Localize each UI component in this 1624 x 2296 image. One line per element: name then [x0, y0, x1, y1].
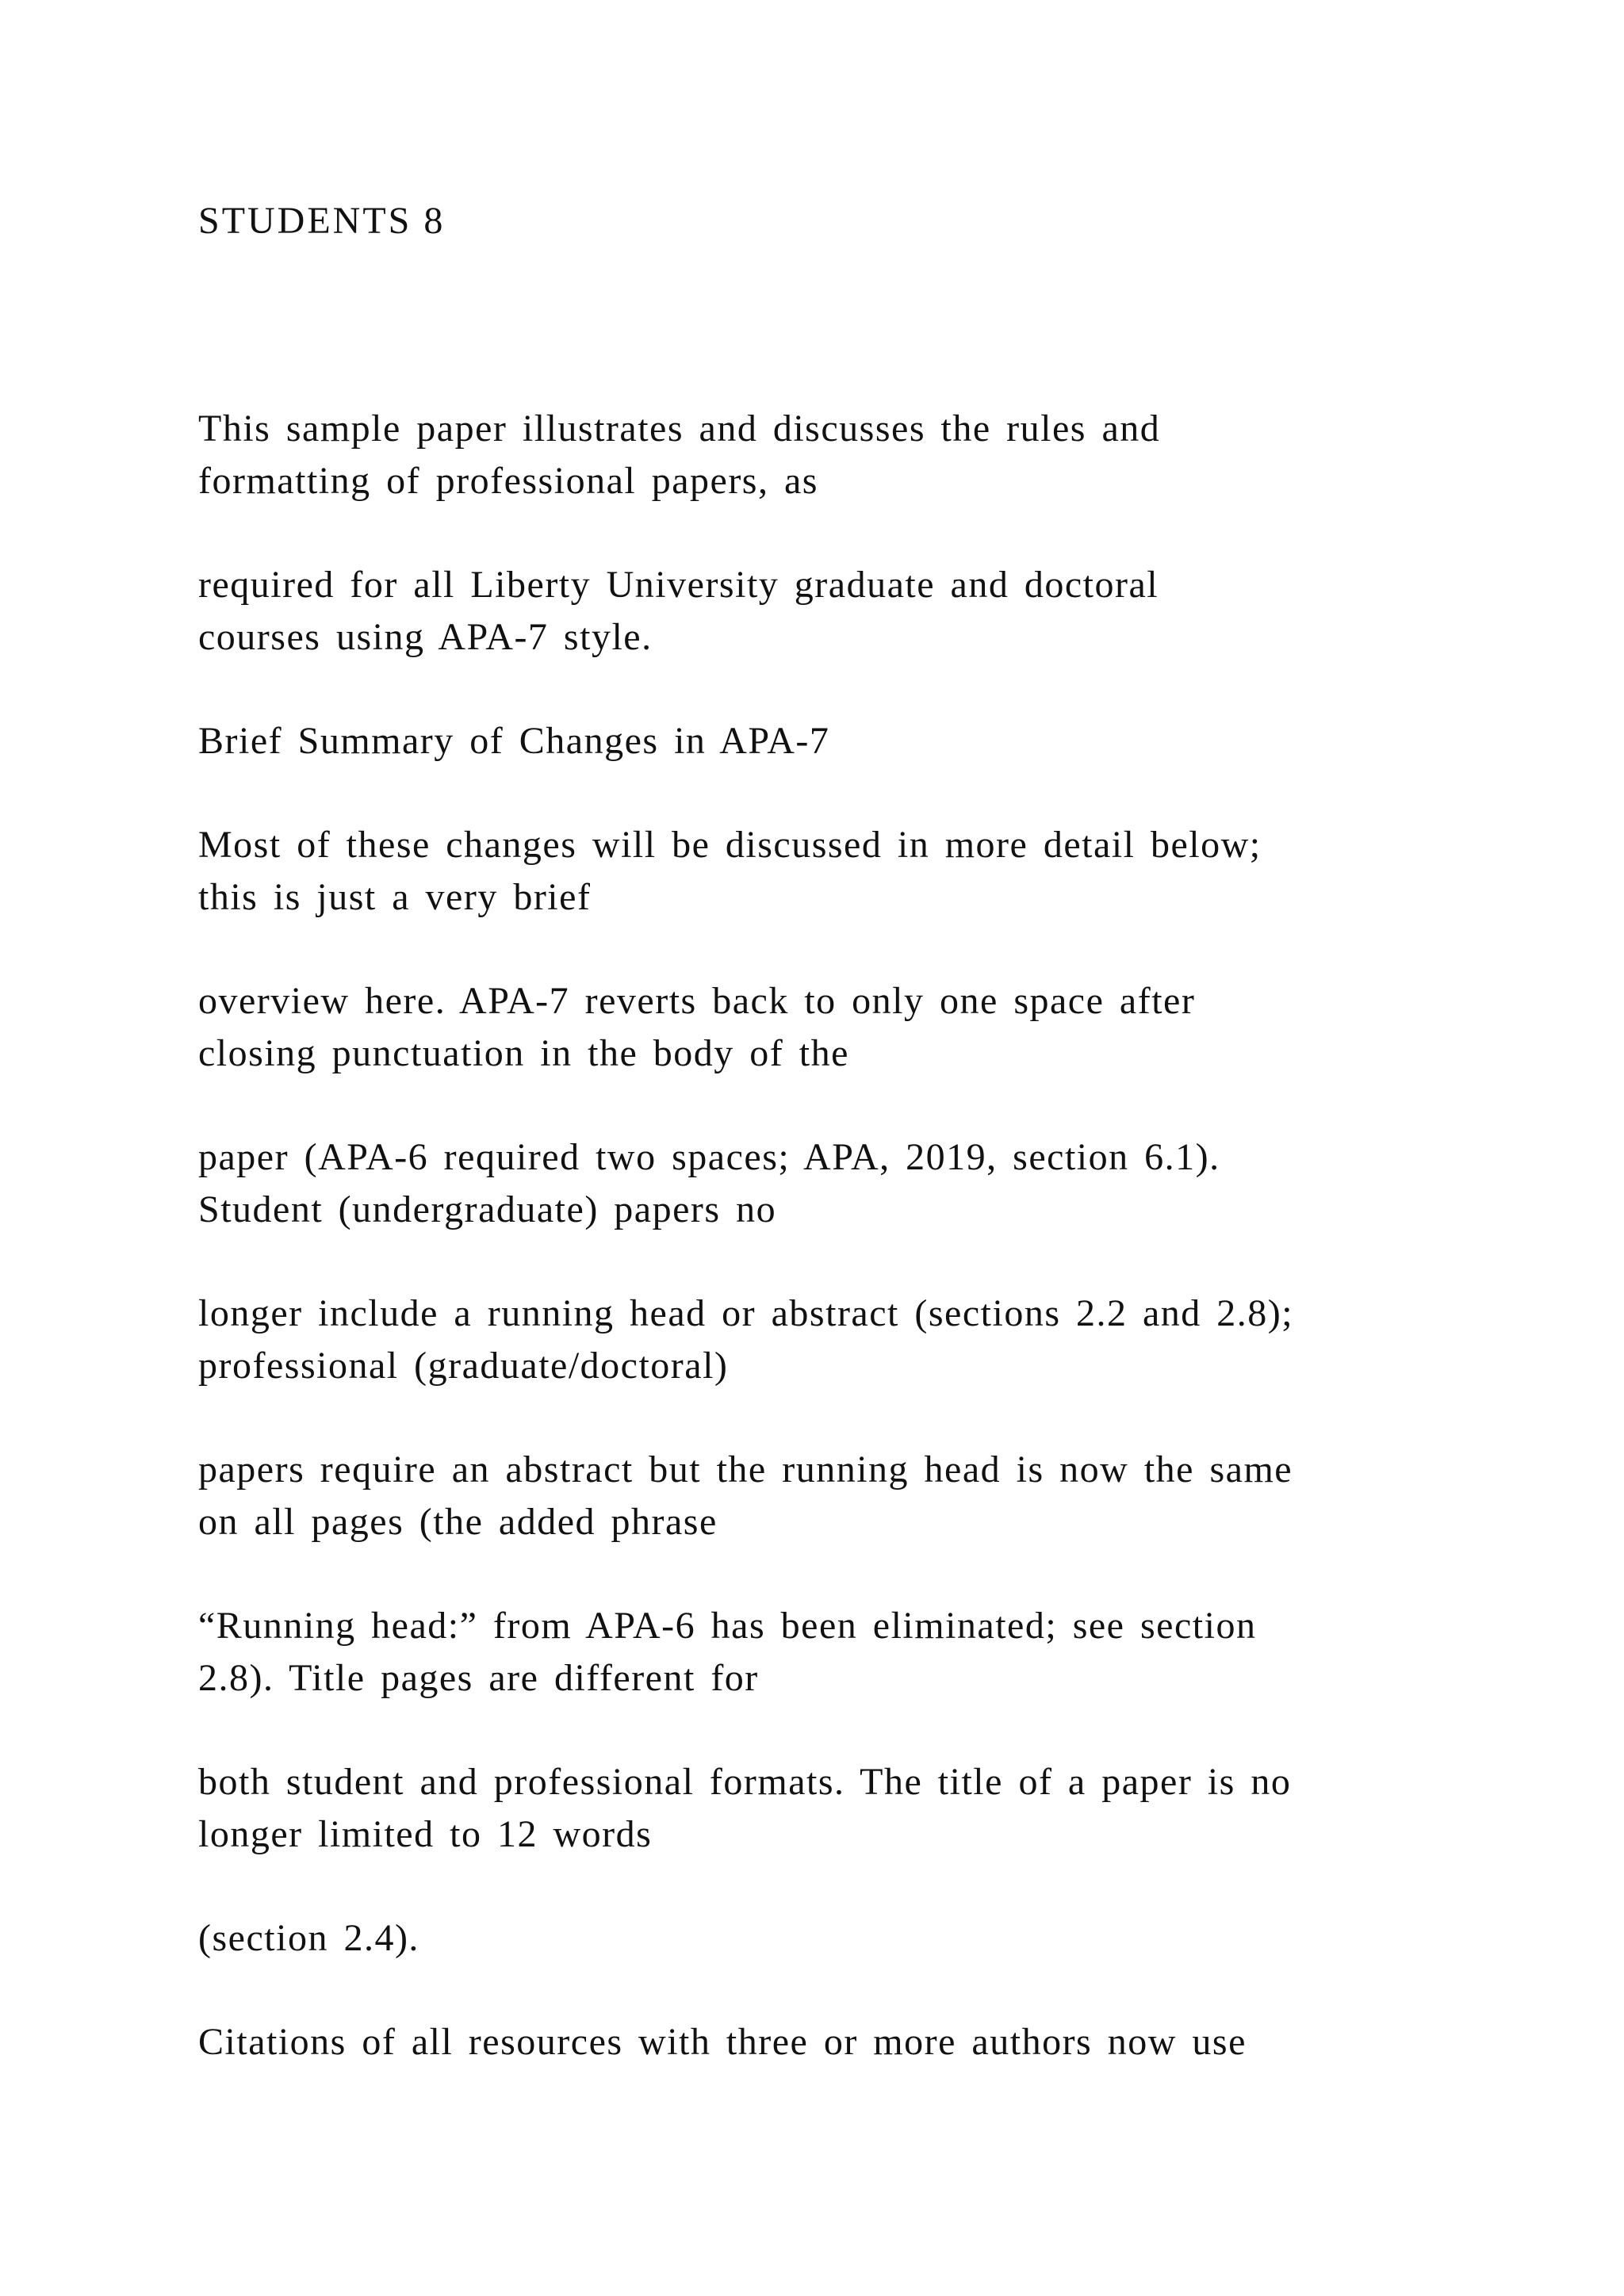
- document-body: [198, 403, 1483, 2120]
- running-head: STUDENTS 8: [198, 200, 446, 242]
- text-line: “Running head:” from APA-6 has been eliminated; see section: [198, 1605, 1257, 1647]
- text-line: 2.8). Title pages are different for: [198, 1657, 759, 1699]
- text-line: longer limited to 12 words: [198, 1813, 653, 1855]
- paragraph: [198, 1131, 1483, 1236]
- paragraph: [198, 403, 1483, 507]
- paragraph: [198, 1444, 1483, 1548]
- text-line: Most of these changes will be discussed in more detail below;: [198, 824, 1262, 866]
- text-line: professional (graduate/doctoral): [198, 1345, 729, 1387]
- paragraph: [198, 819, 1483, 924]
- text-line: closing punctuation in the body of the: [198, 1032, 849, 1074]
- text-line: Student (undergraduate) papers no: [198, 1188, 777, 1230]
- text-line: courses using APA-7 style.: [198, 616, 653, 658]
- text-line: This sample paper illustrates and discusses the rules and: [198, 408, 1161, 450]
- paragraph: [198, 1600, 1483, 1705]
- text-line: overview here. APA-7 reverts back to only one space after: [198, 980, 1196, 1022]
- text-line: on all pages (the added phrase: [198, 1501, 718, 1543]
- paragraph: [198, 559, 1483, 664]
- paragraph: [198, 2016, 1483, 2068]
- text-line: formatting of professional papers, as: [198, 460, 818, 502]
- paragraph: [198, 1288, 1483, 1392]
- text-line: both student and professional formats. The title of a paper is no: [198, 1761, 1292, 1803]
- section-heading: [198, 715, 1483, 767]
- text-line: (section 2.4).: [198, 1917, 419, 1959]
- text-line: paper (APA-6 required two spaces; APA, 2019, section 6.1).: [198, 1136, 1220, 1178]
- text-line: papers require an abstract but the running head is now the same: [198, 1448, 1293, 1490]
- paragraph: [198, 1912, 1483, 1965]
- paragraph: [198, 1756, 1483, 1861]
- text-line: this is just a very brief: [198, 876, 592, 918]
- text-line: longer include a running head or abstract (sections 2.2 and 2.8);: [198, 1292, 1294, 1334]
- text-line: required for all Liberty University graduate and doctoral: [198, 564, 1159, 606]
- heading-text: Brief Summary of Changes in APA-7: [198, 720, 830, 762]
- text-line: Citations of all resources with three or more authors now use: [198, 2021, 1247, 2063]
- paragraph: [198, 975, 1483, 1080]
